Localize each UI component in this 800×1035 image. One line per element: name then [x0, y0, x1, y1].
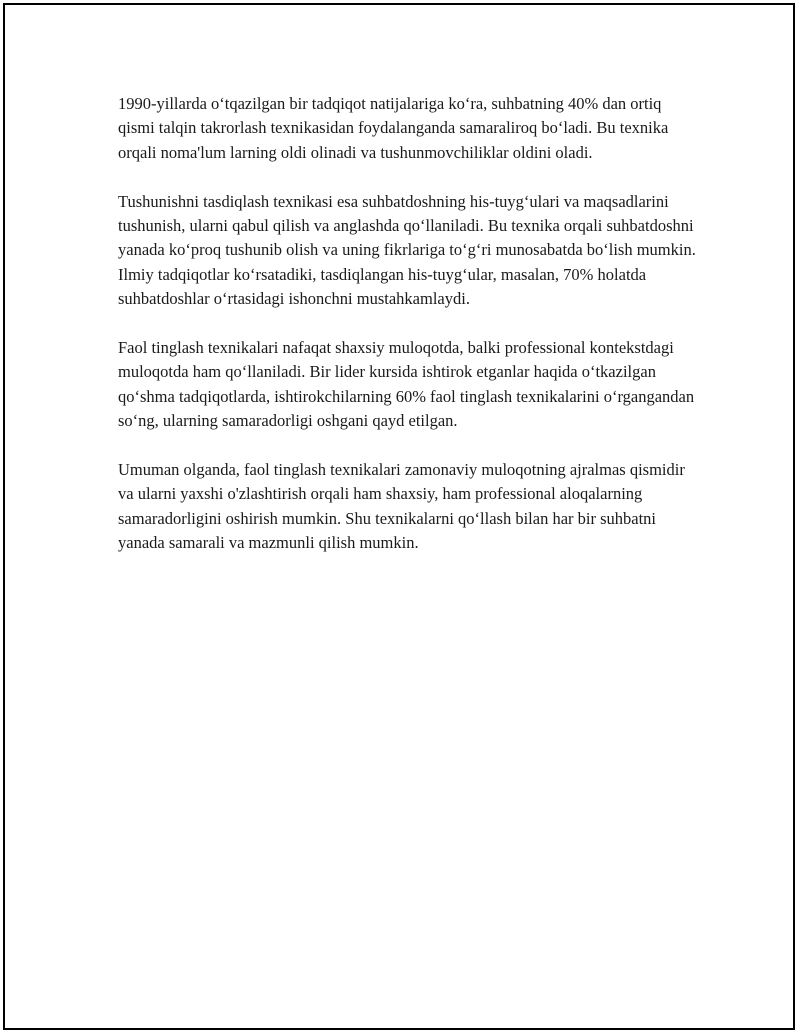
document-body [118, 92, 698, 556]
paragraph-2: Tushunishni tasdiqlash texnikasi esa suhbatdoshning his-tuyg‘ulari va maqsadlarini tushunish, ularni qabul qilish va anglashda qo‘llaniladi. Bu texnika orqali suhbatdoshni yanada ko‘proq tushunib olish va uning fikrlariga to‘g‘ri munosabatda bo‘lish mumkin. Ilmiy tadqiqotlar ko‘rsatadiki, tasdiqlangan his-tuyg‘ular, masalan, 70% holatda suhbatdoshlar o‘rtasidagi ishonchni mustahkamlaydi. [118, 191, 696, 309]
paragraph-3: Faol tinglash texnikalari nafaqat shaxsiy muloqotda, balki professional kontekstdagi muloqotda ham qo‘llaniladi. Bir lider kursida ishtirok etganlar haqida o‘tkazilgan qo‘shma tadqiqotlarda, ishtirokchilarning 60% faol tinglash texnikalarini o‘rgangandan so‘ng, ularning samaradorligi oshgani qayd etilgan. [118, 338, 695, 431]
paragraph-4: Umuman olganda, faol tinglash texnikalari zamonaviy muloqotning ajralmas qismidir va ularni yaxshi o'zlashtirish orqali ham shaxsiy, ham professional aloqalarning samaradorligini oshirish mumkin. Shu texnikalarni qo‘llash bilan har bir suhbatni yanada samarali va mazmunli qilish mumkin. [118, 460, 685, 553]
paragraph-1: 1990-yillarda o‘tqazilgan bir tadqiqot natijalariga ko‘ra, suhbatning 40% dan ortiq qismi talqin takrorlash texnikasidan foydalanganda samaraliroq bo‘ladi. Bu texnika orqali noma'lum larning oldi olinadi va tushunmovchiliklar oldini oladi. [118, 94, 669, 162]
